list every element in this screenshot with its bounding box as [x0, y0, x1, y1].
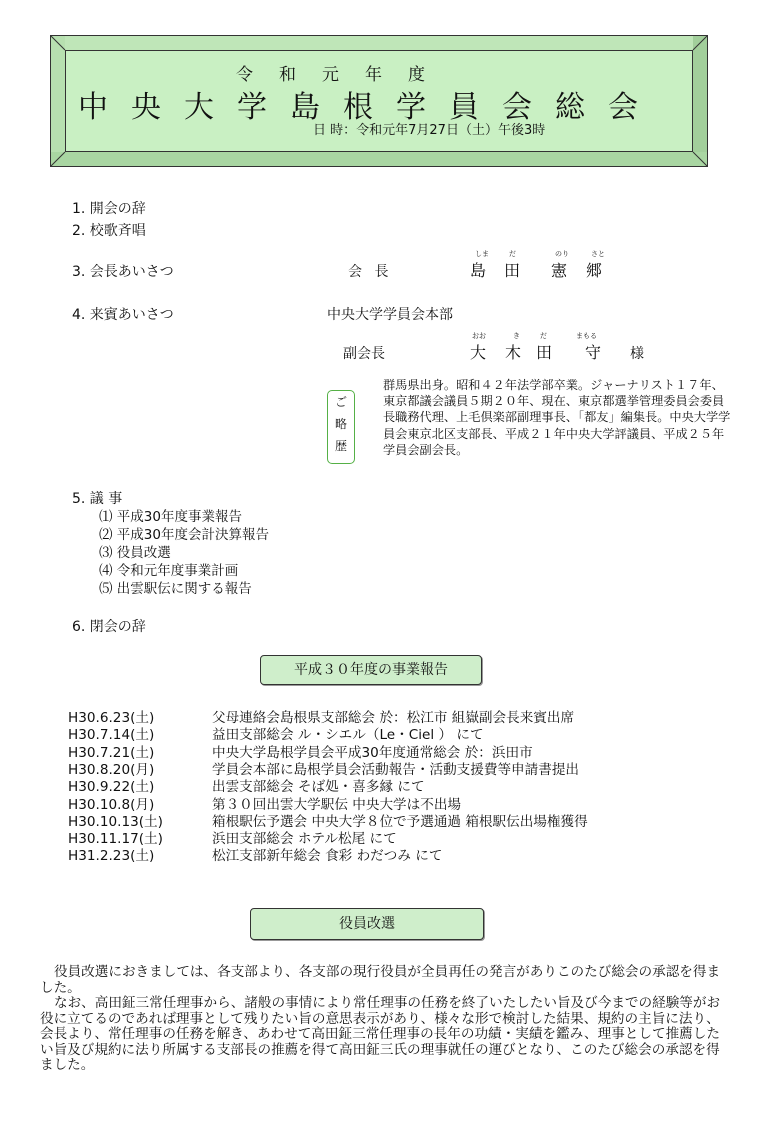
activity-report-text: 箱根駅伝予選会 中央大学８位で予選通過 箱根駅伝出場権獲得	[212, 813, 588, 830]
ruby-shima: しま	[475, 250, 489, 258]
ruby-oo: おお	[472, 332, 486, 340]
activity-report-date: H30.9.22(土)	[68, 779, 155, 796]
guest-organization: 中央大学学員会本部	[327, 307, 453, 323]
election-paragraph-1: 役員改選におきましては、各支部より、各支部の現行役員が全員再任の発言がありこのたび総会の承認を得ました。	[40, 964, 721, 996]
guest-biography: 群馬県出身。昭和４２年法学部卒業。ジャーナリスト１７年、東京都議会議員５期２０年、現在、東京都選挙管理委員会委員長職務代理、上毛倶楽部副理事長、「都友」編集長。中央大学学員会東京北区支部長、平成２１年中央大学評議員、平成２５年学員会副会長。	[383, 378, 731, 457]
agenda-item-4: 4. 来賓あいさつ	[72, 307, 174, 323]
page-title: 中央大学島根学員会総会	[78, 90, 661, 125]
activity-report-text: 浜田支部総会 ホテル松尾 にて	[212, 831, 397, 848]
activity-report-date: H30.8.20(月)	[68, 761, 155, 778]
guest-name-4: 守	[585, 343, 605, 362]
president-name-2: 田	[504, 261, 524, 280]
agenda-sub-item: ⑴ 平成30年度事業報告	[99, 509, 242, 525]
activity-report-date: H30.10.13(土)	[68, 813, 163, 830]
history-label-box	[327, 390, 355, 464]
agenda-sub-item: ⑷ 令和元年度事業計画	[99, 563, 239, 579]
activity-report-heading: 平成３０年度の事業報告	[260, 655, 482, 685]
president-role: 会 長	[348, 264, 393, 280]
ruby-da: だ	[509, 250, 516, 258]
activity-report-text: 益田支部総会 ル・シエル（Le・Ciel ） にて	[212, 727, 484, 744]
ruby-da2: だ	[540, 332, 547, 340]
agenda-sub-item: ⑸ 出雲駅伝に関する報告	[99, 581, 252, 597]
activity-report-row	[68, 844, 442, 864]
agenda-sub-item: ⑶ 役員改選	[99, 545, 171, 561]
activity-report-text: 松江支部新年総会 食彩 わだつみ にて	[212, 848, 443, 865]
agenda-item-5: 5. 議 事	[72, 491, 123, 507]
ruby-mamoru: まもる	[576, 332, 597, 340]
election-heading: 役員改選	[250, 908, 484, 940]
history-label-char: ご	[334, 395, 347, 409]
activity-report-text: 中央大学島根学員会平成30年度通常総会 於：浜田市	[212, 744, 533, 761]
activity-report-date: H30.10.8(月)	[68, 796, 155, 813]
president-name-3: 憲	[551, 261, 571, 280]
agenda-item-6: 6. 閉会の辞	[72, 619, 146, 635]
guest-name-1: 大	[470, 343, 490, 362]
activity-report-text: 出雲支部総会 そば処・喜多縁 にて	[212, 779, 425, 796]
guest-role: 副会長	[343, 346, 385, 362]
president-name-4: 郷	[586, 261, 606, 280]
agenda-sub-item: ⑵ 平成30年度会計決算報告	[99, 527, 269, 543]
activity-report-text: 父母連絡会島根県支部総会 於：松江市 組嶽副会長来賓出席	[212, 710, 575, 726]
guest-name-3: 田	[536, 343, 556, 362]
ruby-sato: さと	[591, 250, 605, 258]
activity-report-date: H30.7.21(土)	[68, 744, 155, 761]
activity-report-date: H30.6.23(土)	[68, 710, 155, 726]
president-name-1: 島	[470, 261, 490, 280]
header-date: 日 時：令和元年7月27日（土）午後3時	[313, 123, 546, 138]
guest-honorific: 様	[630, 346, 644, 362]
election-paragraph-2: なお、高田鉦三常任理事から、諸般の事情により常任理事の任務を終了いたしたい旨及び今までの経験等がお役に立てるのであれば理事として残りたい旨の意思表示があり、様々な形で検討した結果、規約の主旨に法り、会長より、常任理事の任務を解き、あわせて高田鉦三常任理事の長年の功績・実績を鑑み、理事として推薦したい旨及び規約に法り所属する支部長の推薦を得て高田鉦三氏の理事就任の運びとなり、このたび総会の承認を得ました。	[40, 995, 721, 1074]
ruby-ki: き	[513, 332, 520, 340]
history-label-char: 略	[334, 417, 347, 431]
activity-report-text: 学員会本部に島根学員会活動報告・活動支援費等申請書提出	[212, 761, 580, 778]
agenda-item-1: 1. 開会の辞	[72, 201, 146, 217]
history-label-char: 歴	[334, 439, 347, 453]
ruby-nori: のり	[555, 250, 569, 258]
guest-name-2: 木	[505, 343, 525, 362]
activity-report-date: H30.11.17(土)	[68, 831, 163, 848]
agenda-item-2: 2. 校歌斉唱	[72, 223, 146, 239]
activity-report-date: H31.2.23(土)	[68, 848, 155, 865]
activity-report-date: H30.7.14(土)	[68, 727, 155, 744]
activity-report-text: 第３０回出雲大学駅伝 中央大学は不出場	[212, 796, 462, 813]
agenda-item-3: 3. 会長あいさつ	[72, 264, 174, 280]
header-year: 令和元年度	[236, 65, 451, 85]
